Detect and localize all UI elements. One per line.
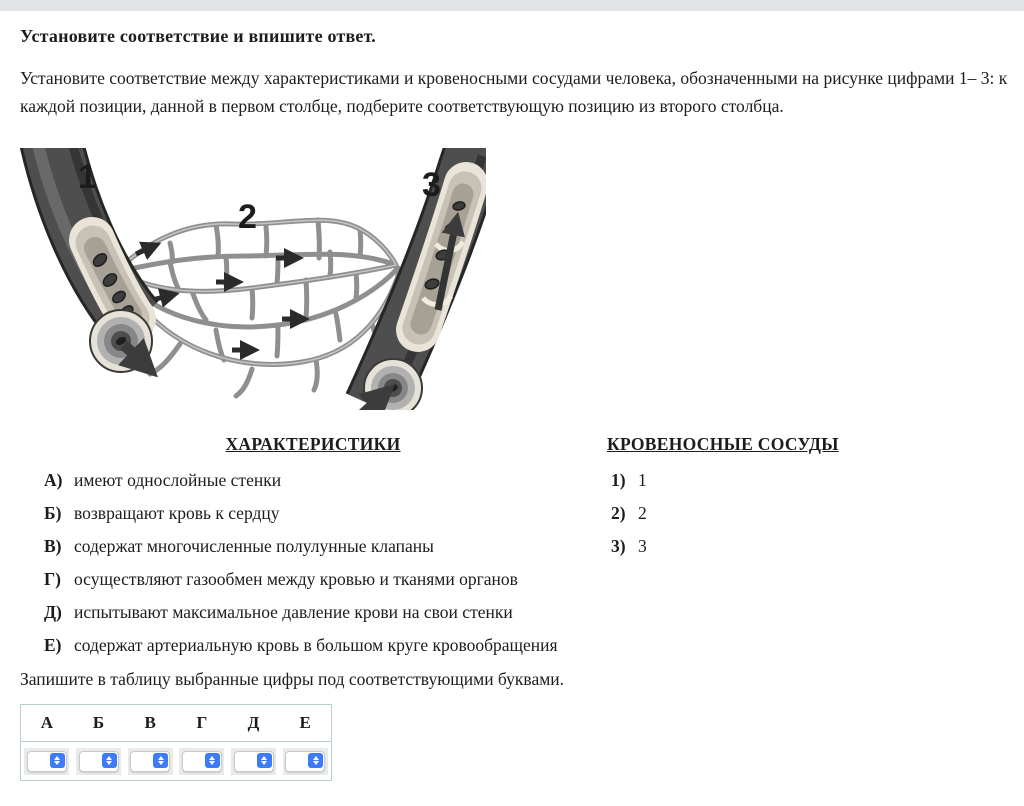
select-stepper-icon[interactable]: [308, 753, 323, 768]
answer-table-body: [21, 742, 331, 780]
top-bar: [0, 0, 1024, 11]
answer-table: [20, 704, 332, 781]
answer-select-b[interactable]: [79, 751, 119, 772]
answer-cell-g: [176, 742, 228, 780]
select-stepper-icon[interactable]: [50, 753, 65, 768]
answer-cell-e: [279, 742, 331, 780]
vessel-value: 3: [638, 536, 647, 556]
answer-column-d: Д: [247, 713, 260, 732]
characteristic-text: осуществляют газообмен между кровью и тканями органов: [74, 569, 518, 589]
figure-label-3: 3: [422, 166, 441, 204]
characteristic-letter: Г): [44, 569, 61, 589]
answer-column-a: А: [40, 713, 53, 732]
task-instruction: Установите соответствие между характеристиками и кровеносными сосудами человека, обозначенными на рисунке цифрами 1– 3: к каждой позиции, данной в первом столбце, подберите соответствующую позицию из второго столбца.: [20, 68, 1008, 116]
answer-cell-v: [124, 742, 176, 780]
characteristic-letter: Б): [44, 503, 62, 523]
select-background: [179, 748, 224, 775]
select-stepper-icon[interactable]: [257, 753, 272, 768]
answer-column-v: В: [144, 713, 156, 732]
select-background: [76, 748, 121, 775]
match-headers: [20, 434, 1004, 456]
blood-vessels-figure: [20, 148, 486, 410]
answer-table-header: [21, 705, 331, 742]
characteristic-text: возвращают кровь к сердцу: [74, 503, 280, 523]
characteristic-text: содержат многочисленные полулунные клапаны: [74, 536, 434, 556]
characteristic-text: испытывают максимальное давление крови на свои стенки: [74, 602, 513, 622]
characteristic-letter: Е): [44, 635, 62, 655]
select-stepper-icon[interactable]: [153, 753, 168, 768]
vessel-value: 2: [638, 503, 647, 523]
characteristic-letter: В): [44, 536, 62, 556]
vessel-number: 2): [611, 503, 626, 523]
answer-prompt: Запишите в таблицу выбранные цифры под соответствующими буквами.: [20, 669, 565, 689]
characteristic-letter: Д): [44, 602, 62, 622]
answer-select-e[interactable]: [285, 751, 325, 772]
select-background: [283, 748, 328, 775]
page-title: Установите соответствие и впишите ответ.: [20, 26, 376, 46]
vessel-number: 3): [611, 536, 626, 556]
select-background: [231, 748, 276, 775]
vessel-value: 1: [638, 470, 647, 490]
answer-select-v[interactable]: [130, 751, 170, 772]
vessels-header: КРОВЕНОСНЫЕ СОСУДЫ: [607, 434, 839, 454]
figure-label-2: 2: [238, 198, 257, 236]
vessel-number: 1): [611, 470, 626, 490]
answer-column-g: Г: [196, 713, 208, 732]
answer-cell-a: [21, 742, 73, 780]
answer-column-e: Е: [299, 713, 311, 732]
answer-select-g[interactable]: [182, 751, 222, 772]
answer-select-a[interactable]: [27, 751, 67, 772]
blood-vessels-illustration: [20, 148, 486, 410]
characteristics-header: ХАРАКТЕРИСТИКИ: [225, 434, 401, 454]
select-stepper-icon[interactable]: [102, 753, 117, 768]
select-background: [128, 748, 173, 775]
answer-select-d[interactable]: [234, 751, 274, 772]
select-background: [24, 748, 69, 775]
answer-cell-b: [73, 742, 125, 780]
answer-column-b: Б: [92, 713, 105, 732]
select-stepper-icon[interactable]: [205, 753, 220, 768]
answer-cell-d: [228, 742, 280, 780]
figure-label-1: 1: [78, 158, 97, 196]
characteristic-text: имеют однослойные стенки: [74, 470, 282, 490]
characteristic-text: содержат артериальную кровь в большом круге кровообращения: [74, 635, 558, 655]
characteristic-letter: А): [44, 470, 63, 490]
